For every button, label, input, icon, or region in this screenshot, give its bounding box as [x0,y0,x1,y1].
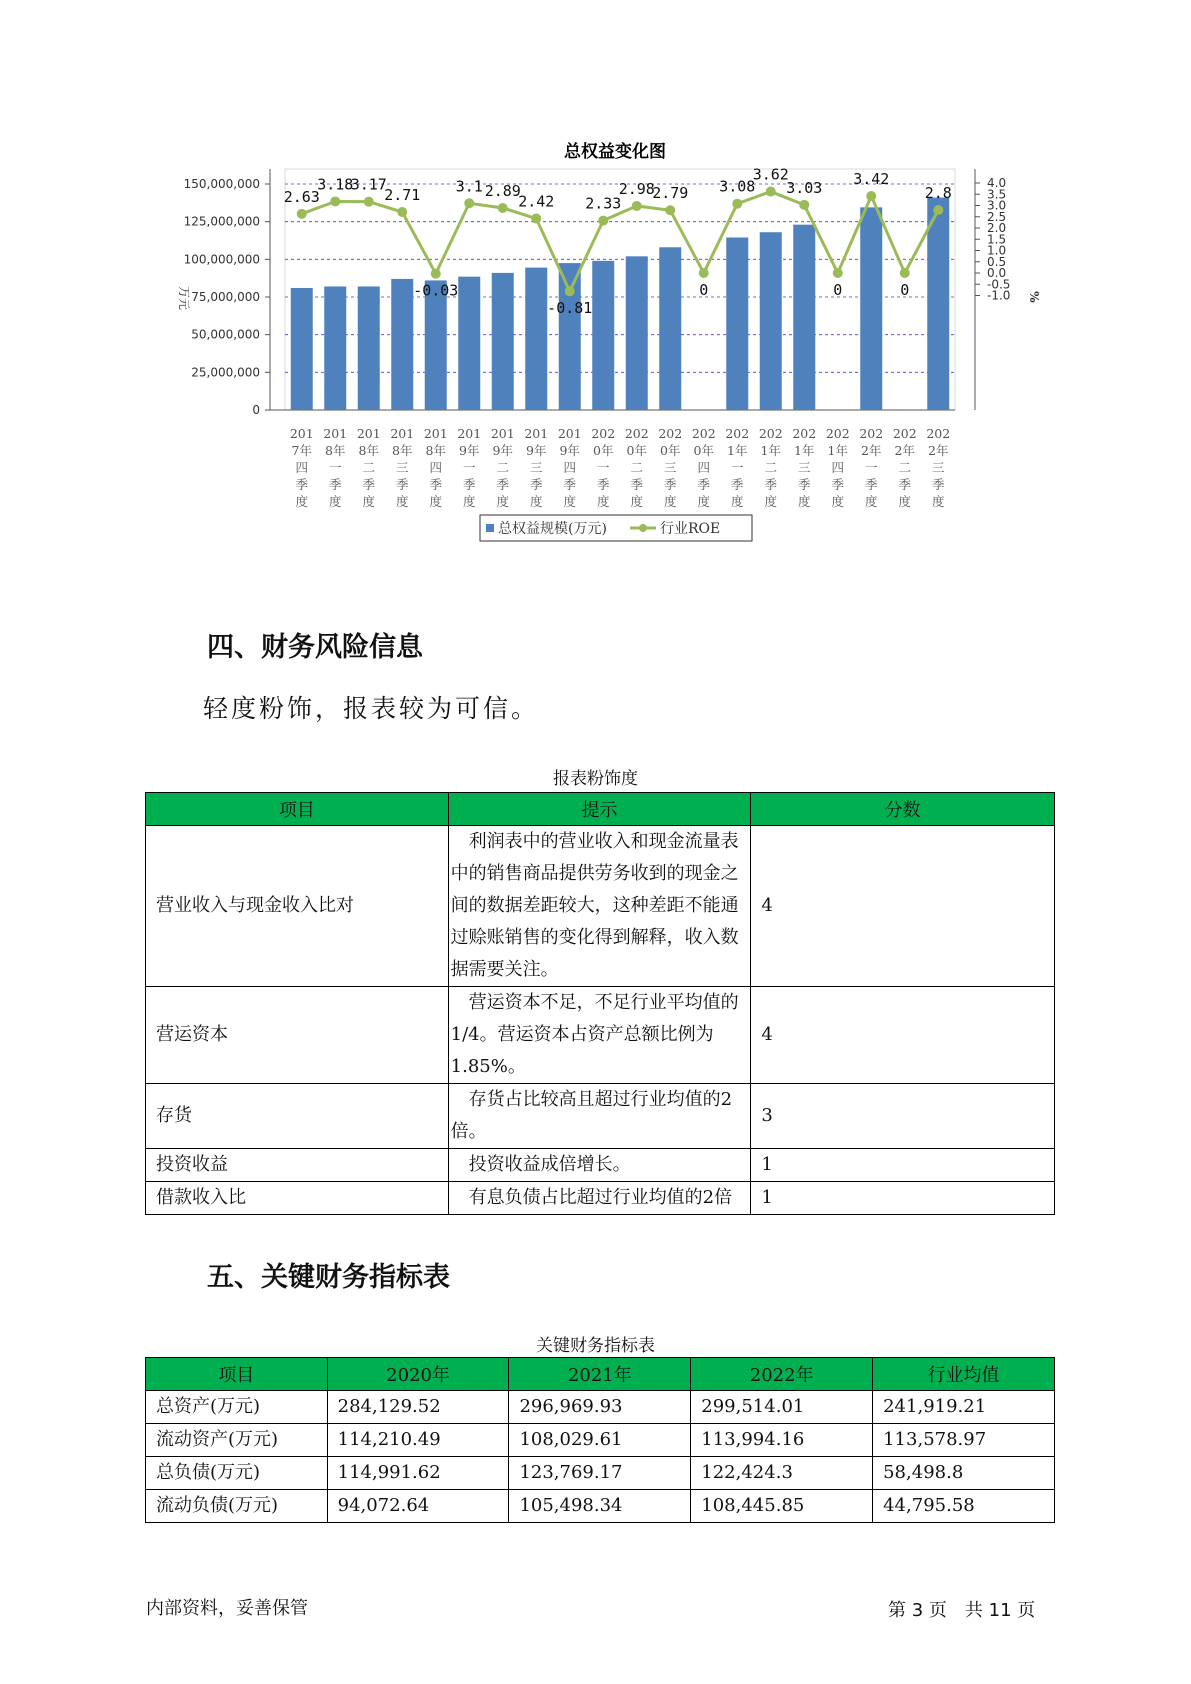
x-tick-label: 7年 [291,443,312,458]
x-tick-label: 度 [864,494,878,509]
x-tick-label: 202 [691,426,716,441]
x-tick-label: 1年 [727,443,748,458]
x-tick-label: 度 [563,494,577,509]
x-tick-label: 9年 [492,443,513,458]
x-tick-label: 二 [496,460,510,475]
risk-hint-cell: 有息负债占比超过行业均值的2倍 [448,1182,751,1215]
bar [358,286,380,410]
y2-tick-label: 1.5 [987,232,1007,247]
y2-tick-label: 0.5 [987,254,1007,269]
x-tick-label: 度 [395,494,409,509]
x-tick-label: 季 [931,477,945,492]
section5-heading: 五、关键财务指标表 [207,1262,450,1293]
roe-point [900,268,910,278]
x-tick-label: 0年 [626,443,647,458]
indicator-cell-y2020: 114,210.49 [327,1424,509,1457]
x-tick-label: 8年 [358,443,379,458]
y2-tick-label: 0.0 [987,266,1007,280]
bar [860,207,882,410]
roe-data-label: 3.62 [752,165,789,184]
header-industry-avg: 行业均值 [873,1358,1055,1391]
x-tick-label: 8年 [325,443,346,458]
y2-tick-label: -0.5 [987,277,1011,292]
x-tick-label: 度 [697,494,711,509]
indicator-cell-y2021: 123,769.17 [509,1457,691,1490]
footer-confidential: 内部资料，妥善保管 [146,1598,308,1619]
legend-bar-swatch [486,524,494,532]
x-tick-label: 2年 [894,443,915,458]
roe-data-label: 2.63 [283,187,320,206]
header-item: 项目 [146,1358,328,1391]
roe-point [933,205,943,215]
x-tick-label: 季 [462,477,476,492]
x-tick-label: 度 [764,494,778,509]
indicator-cell-y2022: 122,424.3 [691,1457,873,1490]
x-tick-label: 度 [931,494,945,509]
x-tick-label: 度 [730,494,744,509]
table-row [146,1182,1055,1215]
y-tick-label: 0 [252,403,260,417]
table-row [146,1457,1055,1490]
x-tick-label: 度 [529,494,543,509]
x-tick-label: 季 [563,477,577,492]
roe-point [833,268,843,278]
risk-item-cell: 借款收入比 [146,1182,449,1215]
bar [559,263,581,410]
x-tick-label: 季 [362,477,376,492]
x-tick-label: 202 [758,426,783,441]
y-tick-label: 50,000,000 [191,327,260,342]
table-row [146,1391,1055,1424]
x-tick-label: 度 [496,494,510,509]
y-tick-label: 25,000,000 [191,365,260,380]
x-tick-label: 201 [323,426,348,441]
y2-tick-label: 2.0 [987,221,1007,235]
x-tick-label: 三 [931,460,945,475]
x-tick-label: 三 [529,460,543,475]
risk-table-caption: 报表粉饰度 [553,769,638,789]
x-tick-label: 一 [328,460,342,475]
roe-data-label: 3.42 [853,170,890,189]
x-tick-label: 度 [898,494,912,509]
footer-pagination [888,1596,1035,1622]
table-header-row [146,1358,1055,1391]
roe-point [699,268,709,278]
page-prefix: 第 [888,1600,906,1621]
risk-hint-cell: 存货占比较高且超过行业均值的2倍。 [448,1084,751,1149]
y2-tick-label: -1.0 [987,288,1011,303]
x-tick-label: 季 [663,477,677,492]
x-tick-label: 202 [591,426,616,441]
x-tick-label: 季 [864,477,878,492]
x-tick-label: 201 [524,426,549,441]
header-2021: 2021年 [509,1358,691,1391]
bar [324,286,346,410]
x-tick-label: 四 [563,460,577,475]
x-tick-label: 一 [462,460,476,475]
bar [726,237,748,410]
x-tick-label: 1年 [827,443,848,458]
indicator-table-caption: 关键财务指标表 [536,1336,655,1356]
indicator-table [145,1357,1055,1523]
x-tick-label: 8年 [392,443,413,458]
x-tick-label: 1年 [760,443,781,458]
x-tick-label: 9年 [459,443,480,458]
bar [659,247,681,410]
y-tick-label: 100,000,000 [183,252,260,267]
roe-point [531,214,541,224]
roe-point [598,216,608,226]
x-tick-label: 202 [859,426,884,441]
indicator-cell-y2020: 114,991.62 [327,1457,509,1490]
x-tick-label: 三 [395,460,409,475]
y2-tick-label: 3.0 [987,198,1007,213]
risk-score-cell: 4 [751,826,1055,987]
x-tick-label: 0年 [693,443,714,458]
x-tick-label: 201 [557,426,582,441]
indicator-cell-y2022: 113,994.16 [691,1424,873,1457]
x-tick-label: 季 [496,477,510,492]
x-tick-label: 2年 [861,443,882,458]
y-axis-label: 万元 [177,285,191,311]
legend-bar-label: 总权益规模(万元) [498,521,607,537]
x-tick-label: 度 [630,494,644,509]
indicator-cell-avg: 58,498.8 [873,1457,1055,1490]
bar [626,256,648,410]
roe-data-label: 3.03 [786,178,823,197]
roe-data-label: 3.18 [317,175,354,194]
risk-score-cell: 1 [751,1149,1055,1182]
x-tick-label: 202 [792,426,817,441]
x-tick-label: 度 [831,494,845,509]
risk-hint-cell: 投资收益成倍增长。 [448,1149,751,1182]
y-tick-label: 150,000,000 [183,177,260,191]
x-tick-label: 度 [596,494,610,509]
x-tick-label: 8年 [425,443,446,458]
y2-axis-label: % [1027,291,1041,303]
bar [425,280,447,410]
roe-point [297,209,307,219]
x-tick-label: 度 [362,494,376,509]
y2-tick-label: 3.5 [987,187,1007,202]
roe-data-label: 3.17 [350,175,387,194]
x-tick-label: 季 [395,477,409,492]
x-tick-label: 四 [429,460,443,475]
bar [458,277,480,410]
risk-item-cell: 营业收入与现金收入比对 [146,826,449,987]
risk-item-cell: 投资收益 [146,1149,449,1182]
x-tick-label: 二 [898,460,912,475]
x-tick-label: 季 [630,477,644,492]
x-tick-label: 1年 [794,443,815,458]
roe-point [330,196,340,206]
y2-tick-label: 1.0 [987,243,1007,258]
section4-heading: 四、财务风险信息 [207,632,423,663]
bar [760,232,782,410]
roe-data-label: 2.89 [484,181,521,200]
roe-data-label: 2.33 [585,194,622,213]
x-tick-label: 度 [797,494,811,509]
indicator-cell-y2021: 108,029.61 [509,1424,691,1457]
x-tick-label: 度 [429,494,443,509]
x-tick-label: 一 [596,460,610,475]
roe-data-label: 2.8 [924,184,952,202]
x-tick-label: 9年 [559,443,580,458]
bar [525,268,547,410]
x-tick-label: 201 [490,426,515,441]
indicator-cell-avg: 241,919.21 [873,1391,1055,1424]
roe-point [665,205,675,215]
header-hint: 提示 [448,793,751,826]
x-tick-label: 季 [429,477,443,492]
indicator-cell-item: 总资产(万元) [146,1391,328,1424]
roe-data-label: -0.81 [547,299,593,318]
legend-line-marker [639,524,647,532]
bar [793,225,815,410]
roe-point [397,207,407,217]
header-item: 项目 [146,793,449,826]
total-pages: 11 [988,1600,1012,1621]
x-tick-label: 202 [926,426,951,441]
x-tick-label: 季 [328,477,342,492]
x-tick-label: 201 [289,426,314,441]
y-tick-label: 75,000,000 [191,290,260,304]
x-tick-label: 季 [764,477,778,492]
x-tick-label: 季 [797,477,811,492]
roe-point [431,269,441,279]
roe-point [766,187,776,197]
indicator-cell-avg: 113,578.97 [873,1424,1055,1457]
x-tick-label: 季 [898,477,912,492]
roe-point [565,286,575,296]
risk-score-cell: 4 [751,987,1055,1084]
x-tick-label: 季 [596,477,610,492]
indicator-cell-y2022: 108,445.85 [691,1490,873,1523]
roe-point [498,203,508,213]
x-tick-label: 202 [658,426,683,441]
x-tick-label: 201 [356,426,381,441]
chart-title: 总权益变化图 [564,142,666,162]
x-tick-label: 9年 [526,443,547,458]
x-tick-label: 度 [295,494,309,509]
roe-data-label: -0.03 [413,281,459,300]
risk-hint-cell: 营运资本不足，不足行业平均值的1/4。营运资本占资产总额比例为1.85%。 [448,987,751,1084]
table-row [146,826,1055,987]
risk-score-cell: 3 [751,1084,1055,1149]
x-tick-label: 三 [663,460,677,475]
table-row [146,1424,1055,1457]
page-number: 3 [911,1600,924,1621]
x-tick-label: 202 [725,426,750,441]
risk-hint-cell: 利润表中的营业收入和现金流量表中的销售商品提供劳务收到的现金之间的数据差距较大，这种差距不能通过赊账销售的变化得到解释，收入数据需要关注。 [448,826,751,987]
indicator-cell-y2020: 94,072.64 [327,1490,509,1523]
header-2022: 2022年 [691,1358,873,1391]
y-tick-label: 125,000,000 [183,214,260,229]
bar [592,261,614,410]
roe-point [632,201,642,211]
roe-data-label: 0 [833,281,843,299]
equity-change-chart [160,135,1060,595]
x-tick-label: 0年 [660,443,681,458]
bar [492,273,514,410]
bar [391,279,413,410]
x-tick-label: 二 [362,460,376,475]
x-tick-label: 四 [831,460,845,475]
x-tick-label: 201 [423,426,448,441]
risk-score-cell: 1 [751,1182,1055,1215]
indicator-cell-item: 总负债(万元) [146,1457,328,1490]
indicator-cell-avg: 44,795.58 [873,1490,1055,1523]
legend-line-label: 行业ROE [660,521,721,537]
table-row [146,1149,1055,1182]
roe-data-label: 2.71 [384,186,421,205]
x-tick-label: 一 [730,460,744,475]
bar [927,198,949,410]
x-tick-label: 四 [295,460,309,475]
header-score: 分数 [751,793,1055,826]
roe-data-label: 3.08 [719,177,756,196]
risk-table [145,792,1055,1215]
roe-data-label: 2.42 [518,192,555,211]
roe-data-label: 0 [900,281,910,299]
risk-summary: 轻度粉饰，报表较为可信。 [203,694,540,723]
page-suffix: 页 [1017,1600,1036,1621]
x-tick-label: 度 [462,494,476,509]
table-header-row [146,793,1055,826]
roe-point [866,191,876,201]
x-tick-label: 202 [825,426,850,441]
indicator-cell-item: 流动负债(万元) [146,1490,328,1523]
x-tick-label: 201 [457,426,482,441]
x-tick-label: 季 [831,477,845,492]
x-tick-label: 度 [328,494,342,509]
x-tick-label: 季 [295,477,309,492]
risk-item-cell: 存货 [146,1084,449,1149]
x-tick-label: 202 [892,426,917,441]
indicator-cell-y2022: 299,514.01 [691,1391,873,1424]
x-tick-label: 季 [730,477,744,492]
roe-data-label: 0 [699,281,709,299]
x-tick-label: 2年 [928,443,949,458]
indicator-cell-item: 流动资产(万元) [146,1424,328,1457]
indicator-cell-y2020: 284,129.52 [327,1391,509,1424]
y2-tick-label: 2.5 [987,209,1007,224]
x-tick-label: 度 [663,494,677,509]
x-tick-label: 四 [697,460,711,475]
x-tick-label: 一 [864,460,878,475]
table-row [146,987,1055,1084]
roe-data-label: 2.98 [618,179,655,198]
roe-point [364,197,374,207]
x-tick-label: 二 [630,460,644,475]
x-tick-label: 季 [697,477,711,492]
page-mid: 页 共 [928,1600,983,1621]
x-tick-label: 0年 [593,443,614,458]
x-tick-label: 201 [390,426,415,441]
indicator-cell-y2021: 296,969.93 [509,1391,691,1424]
risk-item-cell: 营运资本 [146,987,449,1084]
table-row [146,1490,1055,1523]
roe-data-label: 2.79 [652,184,689,203]
x-tick-label: 三 [797,460,811,475]
bar [291,288,313,410]
x-tick-label: 202 [624,426,649,441]
roe-data-label: 3.1 [455,177,483,196]
roe-point [464,198,474,208]
roe-point [732,199,742,209]
indicator-cell-y2021: 105,498.34 [509,1490,691,1523]
roe-point [799,200,809,210]
x-tick-label: 二 [764,460,778,475]
y2-tick-label: 4.0 [987,176,1007,190]
table-row [146,1084,1055,1149]
x-tick-label: 季 [529,477,543,492]
header-2020: 2020年 [327,1358,509,1391]
